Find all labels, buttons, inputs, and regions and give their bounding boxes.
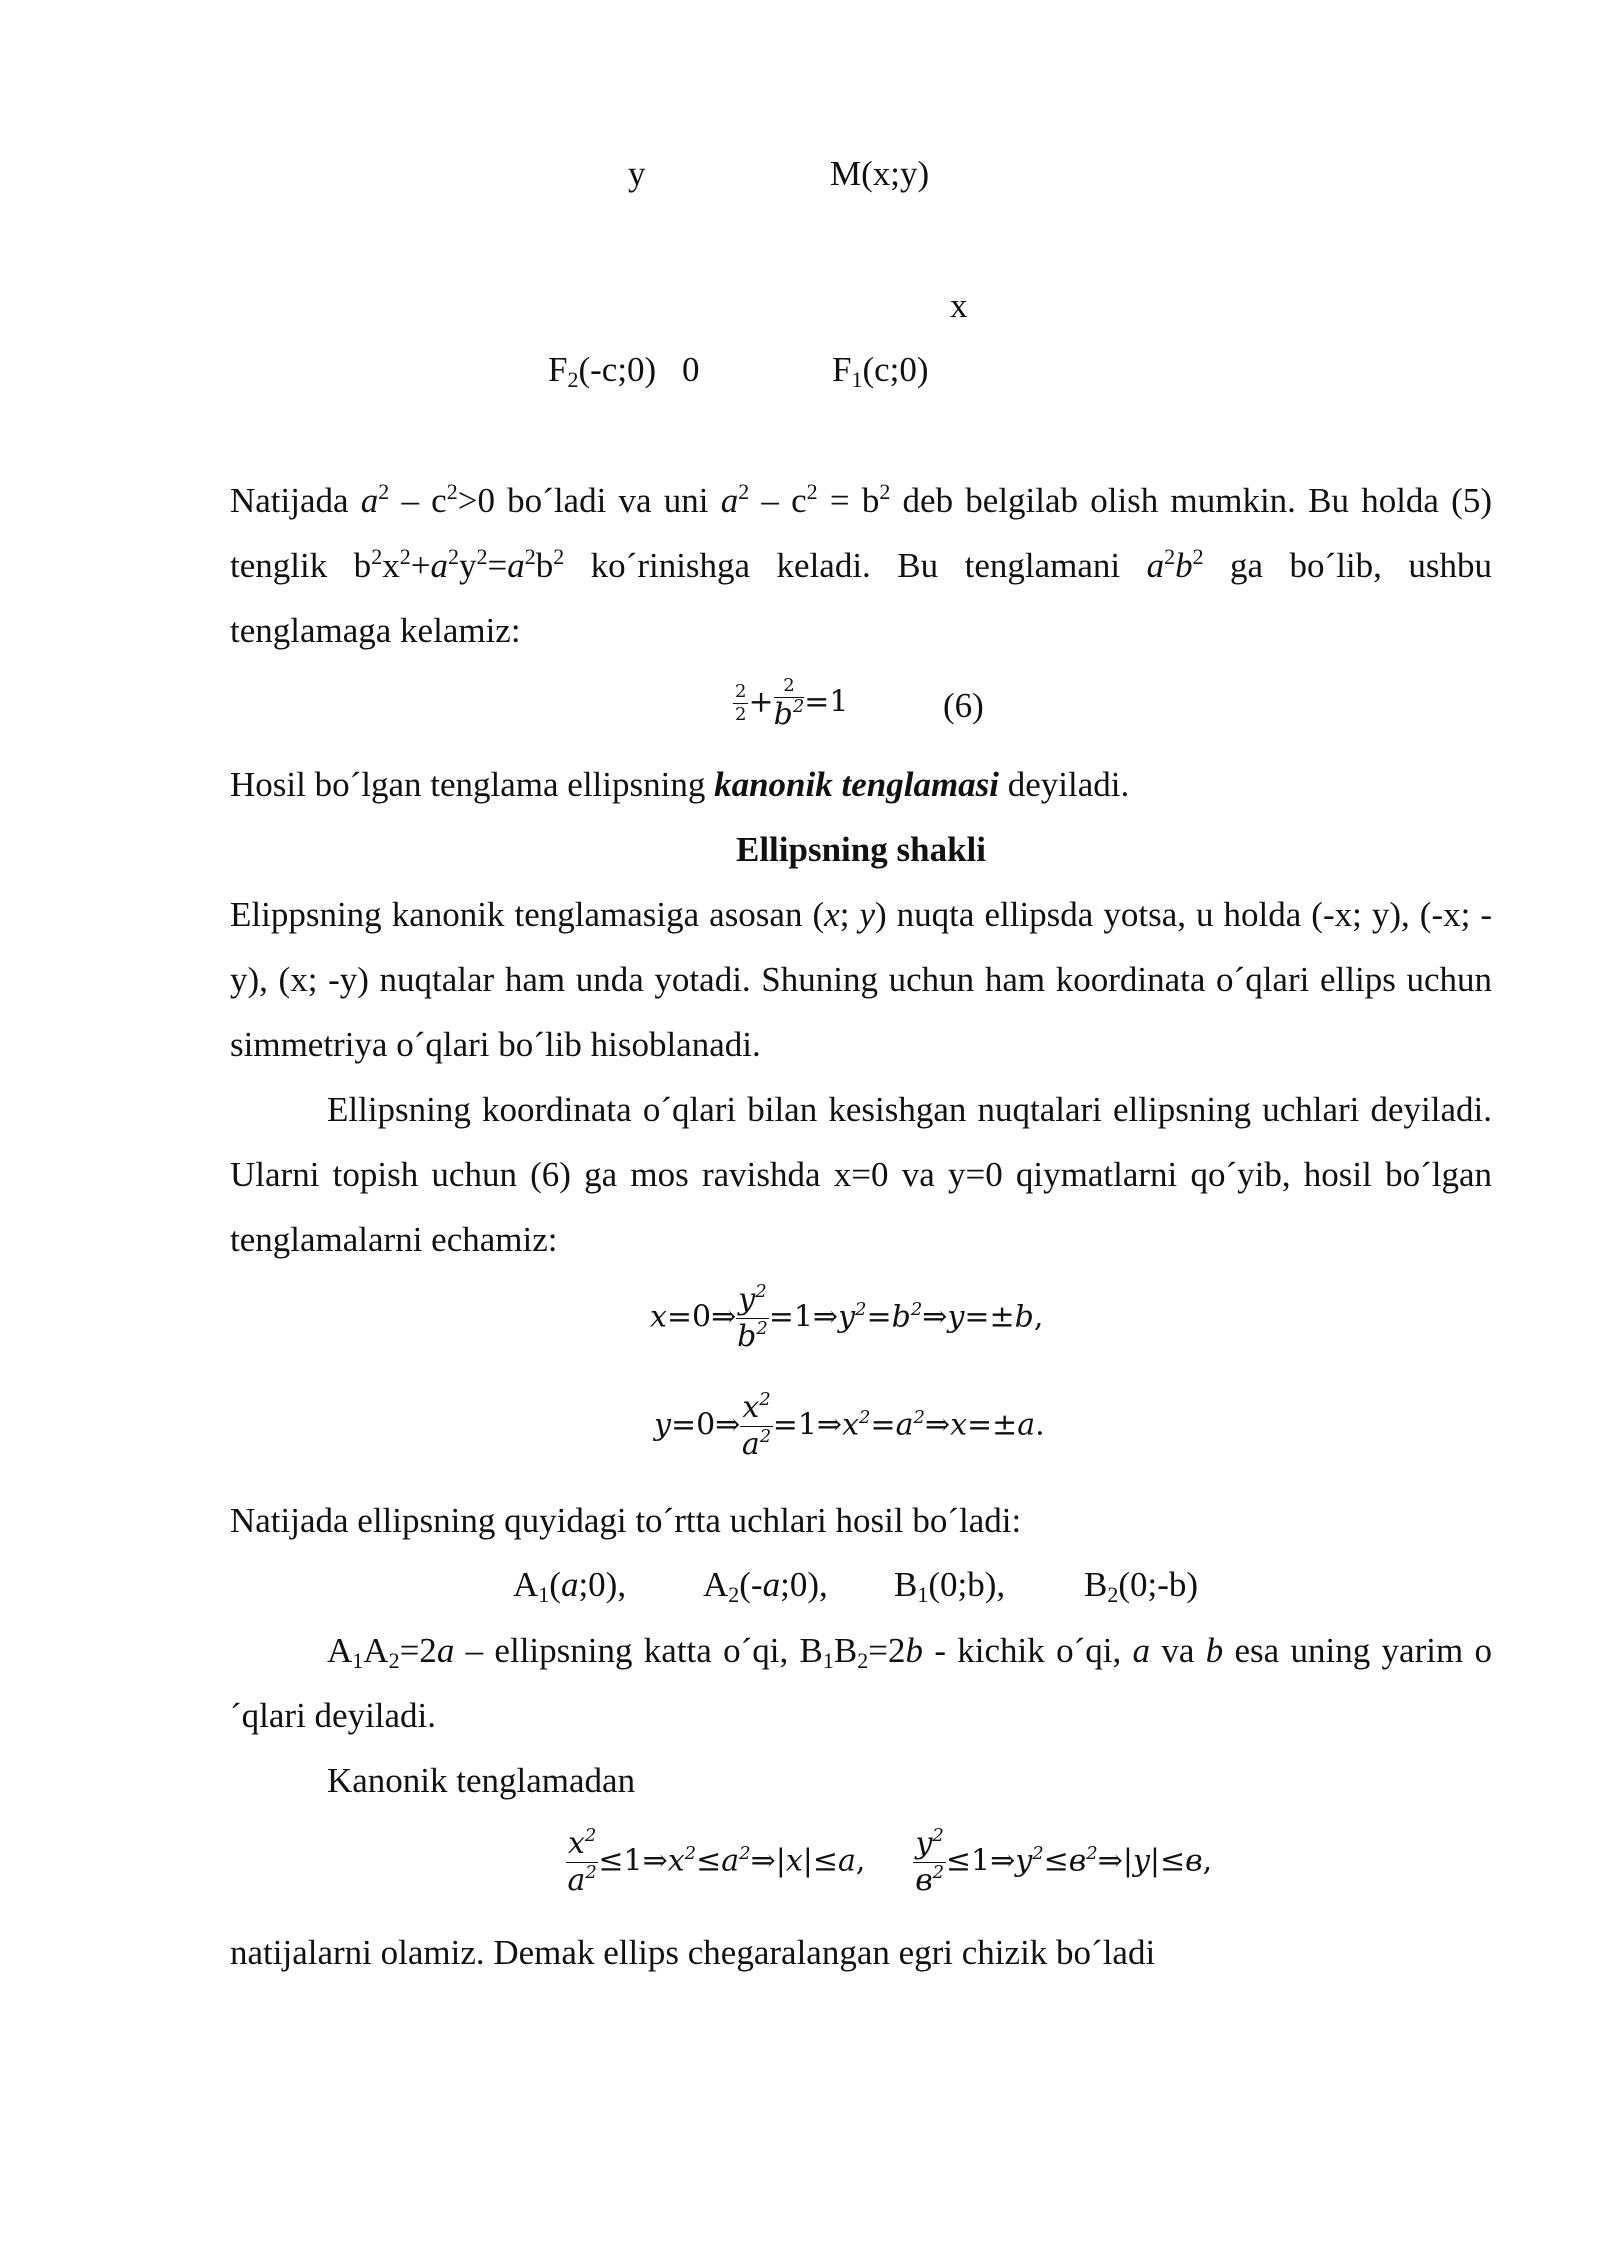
paragraph-symmetry: Elippsning kanonik tenglamasiga asosan (x; y) nuqta ellipsda yotsa, u holda (-x; y), (-x; -y), (x; -y) nuqtalar ham unda yotadi. Shuning uchun ham koordinata o´qlari ellips uchun simmetriya o´qlari bo´lib hisoblanadi. <box>230 895 1492 1064</box>
paragraph-canonical: Kanonik tenglamadan <box>327 1761 636 1800</box>
vertex-b2: $B_2(0;-b)$ <box>1084 1565 1199 1607</box>
vertex-b1: $B_1(0;b)$, <box>894 1565 1006 1607</box>
fraction-2: $\frac{2}{b^2}$ <box>773 675 805 732</box>
equation-y-zero: y=0⇒ $\frac{x^2}{a^2}$ $=1\Rightarrow x^2=a^2\Rightarrow x=\pm a$. <box>654 1389 1045 1462</box>
equation-6: $\frac{2}{2}$ + $\frac{2}{b^2}$ =1 <box>735 675 849 732</box>
paragraph-result: Natijada $a^2 - c^2>0$ bo´ladi va uni $a^2 - c^2 = b^2$ deb belgilab olish mumkin. Bu holda (5) tenglik $b^2x^2+a^2y^2=a^2b^2$ ko´rinishga keladi. Bu tenglamani $a^2b^2$ ga bo´lib, ushbu tenglamaga kelamiz: <box>230 479 1492 650</box>
figure-label-origin: 0 <box>682 350 700 389</box>
figure-label-f2: $F_2(-c;0)$ <box>548 350 657 392</box>
figure-label-f1: $F_1(c;0)$ <box>832 350 929 392</box>
figure-label-y: y <box>628 154 646 193</box>
vertex-a2: $A_2(-a;0)$, <box>703 1565 828 1607</box>
paragraph-definition: Hosil bo´lgan tenglama ellipsning kanonik tenglamasi deyiladi. <box>230 765 1130 804</box>
fraction-1: $\frac{2}{2}$ <box>735 681 747 725</box>
equation-x-zero: x=0⇒ $\frac{y^2}{b^2}$ $=1\Rightarrow y^2=b^2\Rightarrow y=\pm b$, <box>650 1281 1044 1354</box>
paragraph-vertices: Ellipsning koordinata o´qlari bilan kesishgan nuqtalari ellipsning uchlari deyiladi. Ularni topish uchun (6) ga mos ravishda x=0 va y=0 qiymatlarni qo´yib, hosil bo´lgan tenglamalarni echamiz: <box>230 1090 1492 1259</box>
vertex-a1: $A_1(a;0)$, <box>513 1565 627 1607</box>
figure-label-m: M(x;y) <box>830 154 930 193</box>
paragraph-four-vertices: Natijada ellipsning quyidagi to´rtta uchlari hosil bo´ladi: <box>230 1501 1022 1540</box>
equation-number-6: (6) <box>943 686 984 725</box>
figure-label-x: x <box>950 286 968 325</box>
section-heading: Ellipsning shakli <box>735 830 986 869</box>
paragraph-axes: $A_1A_2=2a$ – ellipsning katta o´qi, $B_1B_2=2b$ - kichik o´qi, a va b esa uning yarim o´qlari deyiladi. <box>230 1631 1492 1735</box>
equation-bounds: $\frac{x^2}{a^2}$ $\le 1\Rightarrow x^2\le a^2\Rightarrow|x|\le a$, $\frac{y^2}{в^2}$ $\le 1\Rightarrow y^2\le в^2\Rightarrow|y|\le в$, <box>567 1825 1213 1898</box>
paragraph-conclusion: natijalarni olamiz. Demak ellips chegaralangan egri chizik bo´ladi <box>230 1933 1156 1972</box>
